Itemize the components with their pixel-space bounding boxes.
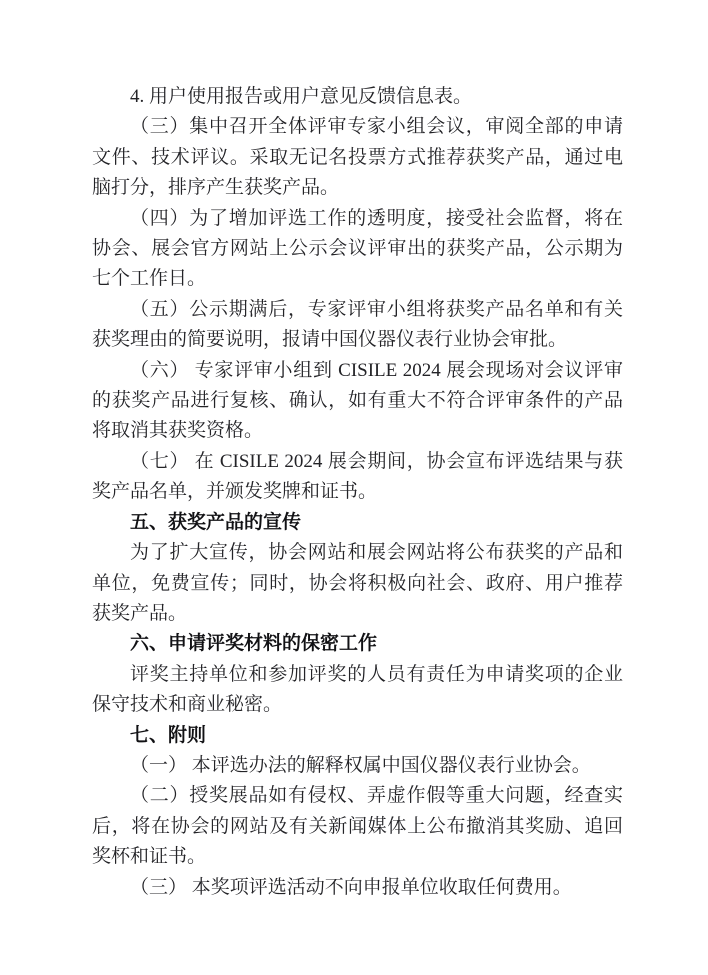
section-heading: 七、附则 (130, 724, 207, 746)
paragraph: （二）授奖展品如有侵权、弄虚作假等重大问题，经查实后，将在协会的网站及有关新闻媒体上公布撤消其奖励、追回奖杯和证书。 (92, 785, 623, 868)
paragraph: 为了扩大宣传，协会网站和展会网站将公布获奖的产品和单位，免费宣传；同时，协会将积极向社会、政府、用户推荐获奖产品。 (92, 542, 623, 624)
paragraph: （三） 本奖项评选活动不向申报单位收取任何费用。 (130, 876, 572, 898)
paragraph: （一） 本评选办法的解释权属中国仪器仪表行业协会。 (130, 754, 591, 776)
paragraph: （五）公示期满后，专家评审小组将获奖产品名单和有关获奖理由的简要说明，报请中国仪器仪表行业协会审批。 (92, 298, 623, 351)
paragraph: 评奖主持单位和参加评奖的人员有责任为申请奖项的企业保守技术和商业秘密。 (92, 663, 623, 716)
paragraph: 4. 用户使用报告或用户意见反馈信息表。 (130, 86, 473, 107)
paragraph: （三）集中召开全体评审专家小组会议，审阅全部的申请文件、技术评议。采取无记名投票方式推荐获奖产品，通过电脑打分，排序产生获奖产品。 (92, 116, 623, 199)
section-heading: 六、申请评奖材料的保密工作 (130, 633, 378, 655)
document-text-block (92, 82, 623, 903)
paragraph: （六） 专家评审小组到 CISILE 2024 展会现场对会议评审的获奖产品进行复核、确认，如有重大不符合评审条件的产品将取消其获奖资格。 (92, 359, 623, 442)
paragraph: （四）为了增加评选工作的透明度，接受社会监督，将在协会、展会官方网站上公示会议评审出的获奖产品，公示期为七个工作日。 (92, 207, 623, 290)
section-heading: 五、获奖产品的宣传 (130, 511, 302, 533)
paragraph: （七） 在 CISILE 2024 展会期间，协会宣布评选结果与获奖产品名单，并颁发奖牌和证书。 (92, 450, 623, 503)
